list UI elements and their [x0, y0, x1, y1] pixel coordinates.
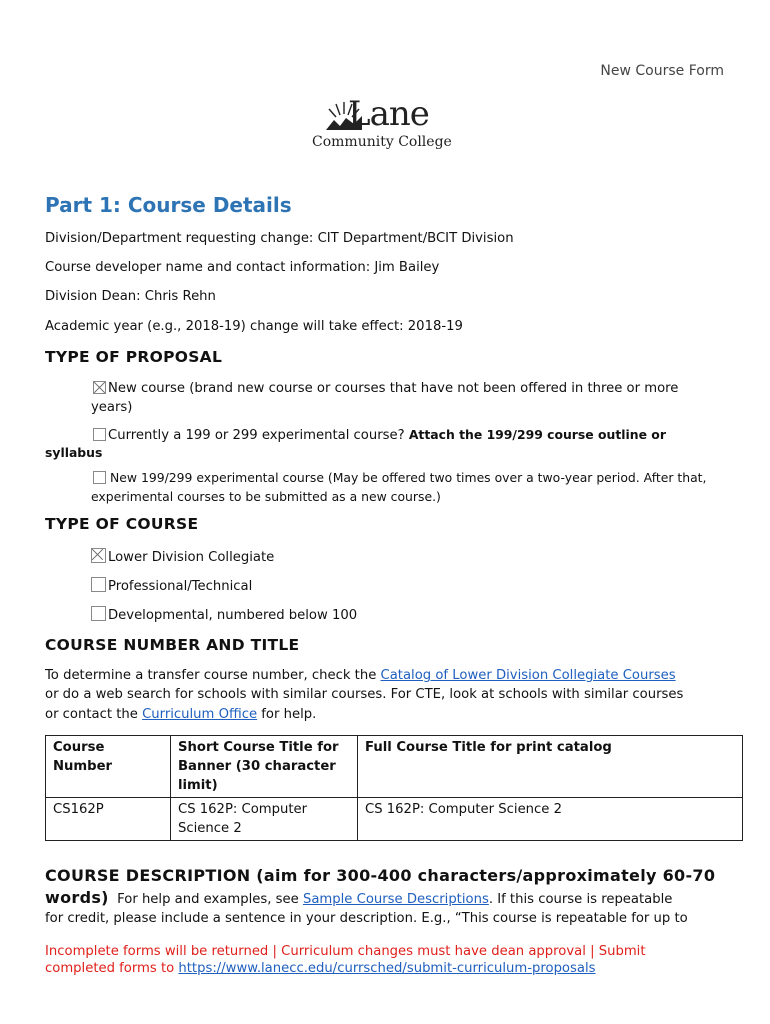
transfer-instructions-line2: or do a web search for schools with similar courses. For CTE, look at schools with similar courses: [45, 687, 684, 702]
dean-line: Division Dean: Chris Rehn: [45, 289, 216, 304]
header-short-title: Short Course Title for Banner (30 character limit): [171, 736, 358, 798]
description-line2: for credit, please include a sentence in your description. E.g., “This course is repeatable for up to: [45, 911, 688, 926]
proposal-option-new-course-cont: years): [91, 400, 133, 415]
proposal-option-new-experimental: New 199/299 experimental course (May be offered two times over a two-year period. After that,: [93, 470, 706, 485]
proposal-option-experimental-cont: syllabus: [45, 445, 103, 460]
developer-line: Course developer name and contact information: Jim Bailey: [45, 260, 440, 275]
submit-proposals-link[interactable]: https://www.lanecc.edu/currsched/submit-curriculum-proposals: [178, 961, 596, 976]
type-option-professional: Professional/Technical: [91, 577, 252, 594]
header-full-title: Full Course Title for print catalog: [358, 736, 743, 798]
new-course-checkbox[interactable]: [93, 381, 106, 394]
proposal-option-new-course: New course (brand new course or courses that have not been offered in three or more: [93, 381, 678, 396]
developmental-checkbox[interactable]: [91, 606, 106, 621]
transfer-instructions-line1: To determine a transfer course number, check the Catalog of Lower Division Collegiate Courses: [45, 668, 676, 683]
cell-short-title[interactable]: CS 162P: Computer Science 2: [171, 798, 358, 841]
professional-checkbox[interactable]: [91, 577, 106, 592]
type-option-developmental: Developmental, numbered below 100: [91, 606, 357, 623]
transfer-instructions-line3: or contact the Curriculum Office for help.: [45, 707, 317, 722]
proposal-heading: TYPE OF PROPOSAL: [45, 348, 223, 366]
logo-subtitle: Community College: [312, 134, 452, 150]
new-experimental-checkbox[interactable]: [93, 471, 106, 484]
type-option-lower-division: Lower Division Collegiate: [91, 548, 274, 565]
cell-course-number[interactable]: CS162P: [46, 798, 171, 841]
course-number-heading: COURSE NUMBER AND TITLE: [45, 636, 300, 654]
part1-title: Part 1: Course Details: [45, 193, 292, 217]
course-type-heading: TYPE OF COURSE: [45, 515, 199, 533]
header-course-number: Course Number: [46, 736, 171, 798]
course-number-table: [45, 735, 743, 841]
sample-descriptions-link[interactable]: Sample Course Descriptions: [302, 892, 489, 907]
proposal-option-experimental: Currently a 199 or 299 experimental course? Attach the 199/299 course outline or: [93, 427, 666, 443]
description-line1: words) For help and examples, see Sample Course Descriptions. If this course is repeatable: [45, 888, 673, 907]
table-header-row: [46, 736, 743, 798]
curriculum-office-link[interactable]: Curriculum Office: [142, 707, 258, 722]
table-row: [46, 798, 743, 841]
logo-wordmark: Lane: [348, 94, 429, 134]
division-line: Division/Department requesting change: CIT Department/BCIT Division: [45, 231, 514, 246]
proposal-option-new-experimental-cont: experimental courses to be submitted as a new course.): [91, 489, 441, 504]
year-line: Academic year (e.g., 2018-19) change will take effect: 2018-19: [45, 319, 463, 334]
cell-full-title[interactable]: CS 162P: Computer Science 2: [358, 798, 743, 841]
lower-division-checkbox[interactable]: [91, 548, 106, 563]
footer-submit-line: completed forms to https://www.lanecc.edu/currsched/submit-curriculum-proposals: [45, 961, 596, 976]
experimental-course-checkbox[interactable]: [93, 428, 106, 441]
college-logo: [310, 96, 460, 156]
description-heading: COURSE DESCRIPTION (aim for 300-400 characters/approximately 60-70: [45, 866, 716, 885]
form-type-label: New Course Form: [600, 63, 724, 79]
catalog-link[interactable]: Catalog of Lower Division Collegiate Courses: [380, 668, 676, 683]
footer-notice: Incomplete forms will be returned | Curriculum changes must have dean approval | Submit: [45, 944, 646, 959]
